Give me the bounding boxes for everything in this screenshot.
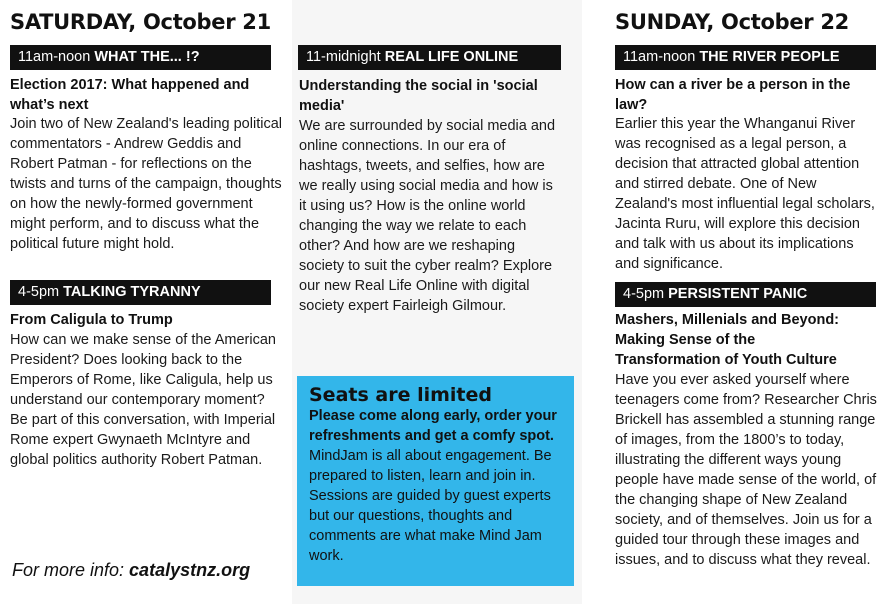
session-time: 11am-noon	[18, 49, 91, 65]
footer-label: For more info:	[12, 560, 130, 580]
session-title: Election 2017: What happened and what’s next	[10, 77, 250, 113]
session-description: Earlier this year the Whanganui River was recognised as a legal person, a decision that attracted global attention and stirred debate. One of New Zealand's most influential legal scholars, Jacinta Ruru, will explore this decision and talk with us about its implications and significance.	[615, 116, 875, 272]
session-name: REAL LIFE ONLINE	[384, 49, 519, 65]
session-bar-river-people	[615, 45, 876, 70]
session-description: We are surrounded by social media and online connections. In our era of hashtags, tweets, and selfies, how are we really using social media and how is it using us? How is the online world changing the way we relate to each other? And how are we reshaping society to suit the cyber realm? Explore our new Real Life Online with digital society expert Fairleigh Gilmour.	[299, 118, 556, 314]
session-name: WHAT THE... !?	[94, 49, 200, 65]
session-time: 4-5pm	[18, 284, 60, 300]
saturday-heading: SATURDAY, October 21	[10, 10, 271, 34]
footer-info	[12, 560, 250, 581]
session-description: Have you ever asked yourself where teenagers come from? Researcher Chris Brickell has assembled a stunning range of images, from the 1800’s to today, illustrating the different ways young people have made sense of the world, of the changing shape of New Zealand society, and of themselves. Join us for a guided tour through these images and issues, and to discuss what they reveal.	[615, 372, 877, 568]
session-description: How can we make sense of the American President? Does looking back to the Emperors of Rome, like Caligula, help us understand our contemporary moment? Be part of this conversation, with Imperial Rome expert Gwynaeth McIntyre and global politics authority Robert Patman.	[10, 332, 276, 468]
notice-body: MindJam is all about engagement. Be prepared to listen, learn and join in. Sessions are guided by guest experts but our questions, thoughts and comments are what make Mind Jam work.	[309, 448, 552, 564]
seats-limited-notice	[297, 376, 574, 586]
session-name: THE RIVER PEOPLE	[699, 49, 840, 65]
session-name: TALKING TYRANNY	[63, 284, 201, 300]
session-title: Understanding the social in 'social media'	[299, 78, 538, 114]
session-bar-persistent-panic	[615, 282, 876, 307]
session-time: 11am-noon	[623, 49, 696, 65]
notice-lead: Please come along early, order your refreshments and get a comfy spot.	[309, 408, 557, 444]
session-description: Join two of New Zealand's leading political commentators - Andrew Geddis and Robert Patman - for reflections on the twists and turns of the campaign, thoughts on how the newly-formed government might perform, and to discuss what the political future might hold.	[10, 116, 282, 252]
session-title: From Caligula to Trump	[10, 312, 173, 328]
session-title: How can a river be a person in the law?	[615, 77, 851, 113]
sunday-heading: SUNDAY, October 22	[615, 10, 849, 34]
session-name: PERSISTENT PANIC	[668, 286, 808, 302]
footer-link[interactable]: catalystnz.org	[129, 560, 251, 580]
session-bar-what-the	[10, 45, 271, 70]
session-time: 4-5pm	[623, 286, 665, 302]
session-title: Mashers, Millenials and Beyond: Making Sense of the Transformation of Youth Culture	[615, 312, 839, 368]
session-bar-talking-tyranny	[10, 280, 271, 305]
session-time: 11-midnight	[306, 49, 381, 65]
notice-heading: Seats are limited	[309, 384, 492, 406]
session-bar-real-life-online	[298, 45, 561, 70]
